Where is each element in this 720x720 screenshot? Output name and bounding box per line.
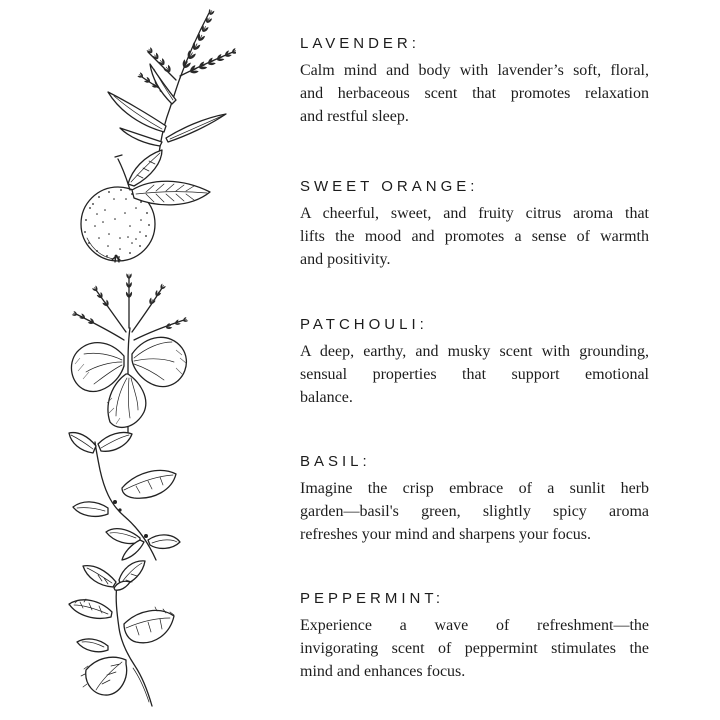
peppermint-line-3: mind and enhances focus. [300,663,466,680]
orange-illustration [70,146,216,270]
lavender-line-1: Calm mind and body with lavender’s soft, floral, [300,62,649,79]
basil-illustration [66,430,190,562]
section-basil [300,453,649,546]
lavender-line-3: and restful sleep. [300,108,409,125]
basil-line-1: Imagine the crisp embrace of a sunlit herb [300,480,649,497]
section-patchouli [300,316,649,409]
sweet-orange-line-2: lifts the mood and promotes a sense of warmth [300,228,649,245]
peppermint-title: PEPPERMINT: [300,590,445,607]
basil-line-3: refreshes your mind and sharpens your focus. [300,526,592,543]
lavender-illustration [58,4,236,164]
section-lavender [300,35,649,128]
basil-line-2: garden—basil's green, slightly spicy aroma [300,503,649,520]
section-peppermint [300,590,649,683]
sweet-orange-line-1: A cheerful, sweet, and fruity citrus aroma that [300,205,649,222]
patchouli-line-2: sensual properties that support emotional [300,366,649,383]
peppermint-line-2: invigorating scent of peppermint stimulates the [300,640,649,657]
patchouli-illustration [64,270,196,440]
lavender-line-2: and herbaceous scent that promotes relaxation [300,85,649,102]
patchouli-title: PATCHOULI: [300,316,428,333]
patchouli-line-1: A deep, earthy, and musky scent with grounding, [300,343,649,360]
sweet-orange-line-3: and positivity. [300,251,391,268]
patchouli-line-3: balance. [300,389,353,406]
sweet-orange-title: SWEET ORANGE: [300,178,479,195]
section-sweet-orange [300,178,649,271]
peppermint-line-1: Experience a wave of refreshment—the [300,617,649,634]
lavender-title: LAVENDER: [300,35,420,52]
basil-title: BASIL: [300,453,371,470]
peppermint-illustration [58,558,188,708]
